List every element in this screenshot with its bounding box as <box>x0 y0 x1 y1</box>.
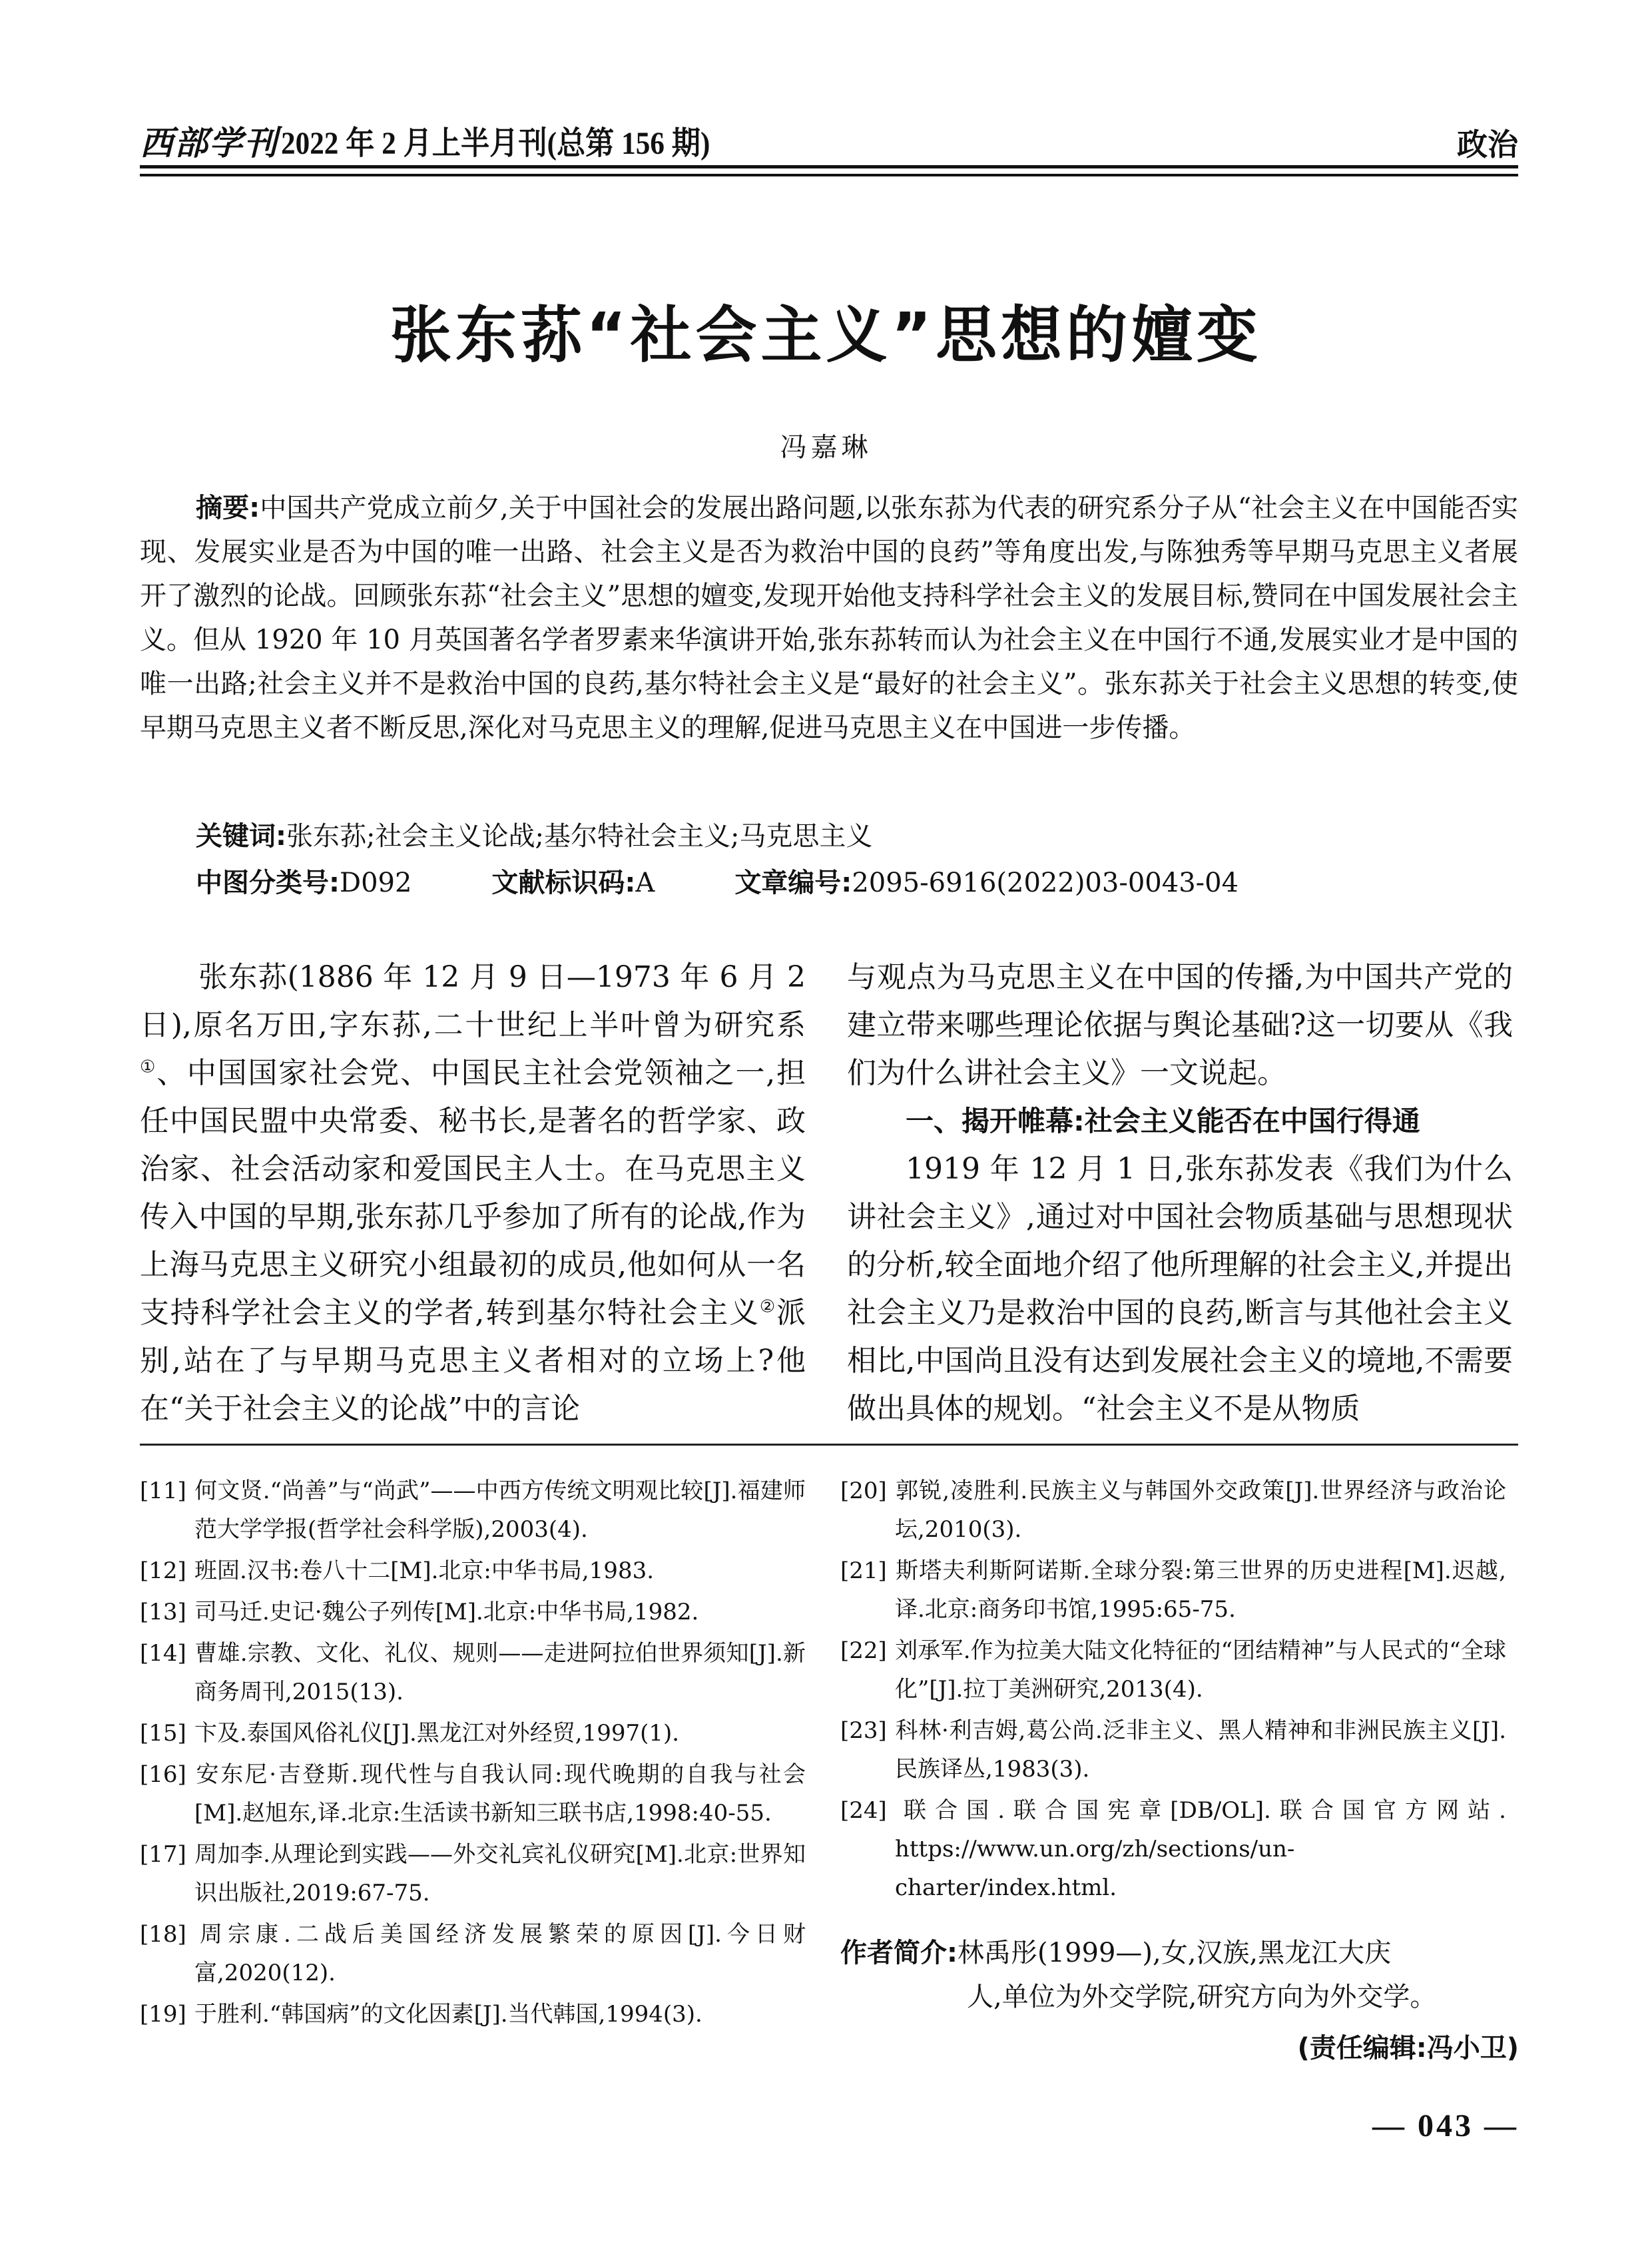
header-rule-bottom <box>140 174 1518 176</box>
body-paragraph: 与观点为马克思主义在中国的传播,为中国共产党的建立带来哪些理论依据与舆论基础?这一切要从《我们为什么讲社会主义》一文说起。 <box>847 960 1513 1090</box>
keywords-label: 关键词: <box>196 821 286 852</box>
reference-item <box>840 1631 1506 1709</box>
reference-text: 联合国.联合国宪章[DB/OL].联合国官方网站. https://www.un.org/zh/sections/un-charter/index.html. <box>895 1797 1506 1901</box>
text-run: 张东荪(1886 年 12 月 9 日—1973 年 6 月 2 日),原名万田,字东荪,二十世纪上半叶曾为研究系 <box>140 960 806 1042</box>
reference-number: [15] <box>140 1720 186 1747</box>
references-left <box>140 1472 806 2036</box>
body-paragraph: 1919 年 12 月 1 日,张东荪发表《我们为什么讲社会主义》,通过对中国社会物质基础与思想现状的分析,较全面地介绍了他所理解的社会主义,并提出社会主义乃是救治中国的良药,断言与其他社会主义相比,中国尚且没有达到发展社会主义的境地,不需要做出具体的规划。“社会主义不是从物质 <box>847 1152 1513 1426</box>
footnote-ref[interactable]: ① <box>140 1057 157 1077</box>
keywords <box>196 816 872 856</box>
doc-code-value: A <box>635 868 655 898</box>
reference-item <box>840 1472 1506 1549</box>
article-author: 冯嘉琳 <box>780 432 872 463</box>
reference-item <box>840 1551 1506 1629</box>
document-code <box>491 863 655 903</box>
text-run: 派别,站在了与早期马克思主义者相对的立场上?他在“关于社会主义的论战”中的言论 <box>140 1296 806 1426</box>
reference-number: [22] <box>840 1637 887 1664</box>
abstract-label: 摘要: <box>196 493 260 523</box>
text-run: 、中国国家社会党、中国民主社会党领袖之一,担任中国民盟中央常委、秘书长,是著名的哲学家、政治家、社会活动家和爱国民主人士。在马克思主义传入中国的早期,张东荪几乎参加了所有的论战,作为上海马克思主义研究小组最初的成员,他如何从一名支持科学社会主义的学者,转到基尔特社会主义 <box>140 1056 806 1330</box>
author-bio-text: 林禹彤(1999—),女,汉族,黑龙江大庆 <box>958 1938 1392 1968</box>
author-bio <box>840 1931 1519 2019</box>
reference-number: [19] <box>140 2001 186 2028</box>
author-bio-line <box>840 1931 1519 1975</box>
reference-item <box>140 1472 806 1549</box>
reference-number: [24] <box>840 1797 887 1824</box>
reference-number: [21] <box>840 1557 887 1584</box>
reference-item <box>840 1711 1506 1789</box>
reference-text: 于胜利.“韩国病”的文化因素[J].当代韩国,1994(3). <box>194 2001 702 2028</box>
author-bio-line: 人,单位为外交学院,研究方向为外交学。 <box>967 1982 1437 2012</box>
header-rule-top <box>140 165 1518 168</box>
section-heading: 一、揭开帷幕:社会主义能否在中国行得通 <box>906 1105 1420 1137</box>
reference-text: 周加李.从理论到实践——外交礼宾礼仪研究[M].北京:世界知识出版社,2019:67-75. <box>194 1841 806 1906</box>
page-header <box>140 113 1518 160</box>
reference-number: [16] <box>140 1761 186 1788</box>
reference-text: 曹雄.宗教、文化、礼仪、规则——走进阿拉伯世界须知[J].新商务周刊,2015(13). <box>194 1640 806 1705</box>
article-title: 张东荪“社会主义”思想的嬗变 <box>390 300 1262 371</box>
reference-number: [14] <box>140 1640 186 1667</box>
body-column-left <box>140 954 806 1433</box>
reference-item <box>140 1995 806 2034</box>
reference-text: 班固.汉书:卷八十二[M].北京:中华书局,1983. <box>194 1557 655 1584</box>
article-no-value: 2095-6916(2022)03-0043-04 <box>852 868 1239 898</box>
reference-item <box>140 1593 806 1631</box>
reference-text: 斯塔夫利斯阿诺斯.全球分裂:第三世界的历史进程[M].迟越,译.北京:商务印书馆,1995:65-75. <box>895 1557 1506 1623</box>
responsible-editor: (责任编辑:冯小卫) <box>1297 2033 1519 2064</box>
reference-text: 周宗康.二战后美国经济发展繁荣的原因[J].今日财富,2020(12). <box>194 1921 806 1986</box>
journal-logo: 西部学刊 <box>140 123 278 162</box>
article-metadata <box>196 863 1318 903</box>
reference-number: [23] <box>840 1717 887 1744</box>
reference-item <box>140 1915 806 1992</box>
doc-code-label: 文献标识码: <box>491 868 636 898</box>
body-column-right <box>847 954 1513 1433</box>
page-number: — 043 — <box>1372 2108 1519 2143</box>
section-label: 政治 <box>1457 127 1518 162</box>
reference-text: 郭锐,凌胜利.民族主义与韩国外交政策[J].世界经济与政治论坛,2010(3). <box>895 1478 1506 1543</box>
abstract <box>140 486 1518 750</box>
reference-item <box>140 1755 806 1832</box>
references-right <box>840 1472 1506 1910</box>
reference-text: 安东尼·吉登斯.现代性与自我认同:现代晚期的自我与社会[M].赵旭东,译.北京:生活读书新知三联书店,1998:40-55. <box>194 1761 806 1826</box>
reference-number: [12] <box>140 1557 186 1584</box>
reference-text: 司马迁.史记·魏公子列传[M].北京:中华书局,1982. <box>194 1599 699 1625</box>
reference-item <box>140 1551 806 1590</box>
reference-number: [13] <box>140 1599 186 1625</box>
author-bio-label: 作者简介: <box>840 1938 958 1968</box>
journal-info <box>140 123 758 162</box>
abstract-text: 中国共产党成立前夕,关于中国社会的发展出路问题,以张东荪为代表的研究系分子从“社会主义在中国能否实现、发展实业是否为中国的唯一出路、社会主义是否为救治中国的良药”等角度出发,与陈独秀等早期马克思主义者展开了激烈的论战。回顾张东荪“社会主义”思想的嬗变,发现开始他支持科学社会主义的发展目标,赞同在中国发展社会主义。但从 1920 年 10 月英国著名学者罗素来华演讲开始,张东荪转而认为社会主义在中国行不通,发展实业才是中国的唯一出路;社会主义并不是救治中国的良药,基尔特社会主义是“最好的社会主义”。张东荪关于社会主义思想的转变,使早期马克思主义者不断反思,深化对马克思主义的理解,促进马克思主义在中国进一步传播。 <box>140 493 1518 743</box>
reference-number: [20] <box>840 1478 887 1504</box>
body-paragraph <box>140 954 806 1433</box>
keywords-text: 张东荪;社会主义论战;基尔特社会主义;马克思主义 <box>286 821 873 852</box>
references-divider <box>140 1444 1518 1446</box>
reference-text: 刘承军.作为拉美大陆文化特征的“团结精神”与人民式的“全球化”[J].拉丁美洲研究,2013(4). <box>895 1637 1506 1703</box>
reference-item <box>140 1714 806 1753</box>
footnote-ref[interactable]: ② <box>759 1296 776 1317</box>
reference-text: 何文贤.“尚善”与“尚武”——中西方传统文明观比较[J].福建师范大学学报(哲学社会科学版),2003(4). <box>194 1478 806 1543</box>
reference-number: [18] <box>140 1921 186 1948</box>
reference-item <box>140 1835 806 1912</box>
reference-text: 科林·利吉姆,葛公尚.泛非主义、黑人精神和非洲民族主义[J].民族译丛,1983(3). <box>895 1717 1506 1783</box>
issue-line: 2022 年 2 月上半月刊(总第 156 期) <box>281 126 710 161</box>
article-number <box>734 863 1239 903</box>
clc-value: D092 <box>340 868 412 898</box>
reference-text: 卞及.泰国风俗礼仪[J].黑龙江对外经贸,1997(1). <box>194 1720 680 1747</box>
article-no-label: 文章编号: <box>734 868 852 898</box>
reference-item <box>140 1634 806 1711</box>
reference-number: [17] <box>140 1841 186 1868</box>
reference-item <box>840 1791 1506 1907</box>
clc-label: 中图分类号: <box>196 868 340 898</box>
reference-number: [11] <box>140 1478 186 1504</box>
clc-number <box>196 863 412 903</box>
